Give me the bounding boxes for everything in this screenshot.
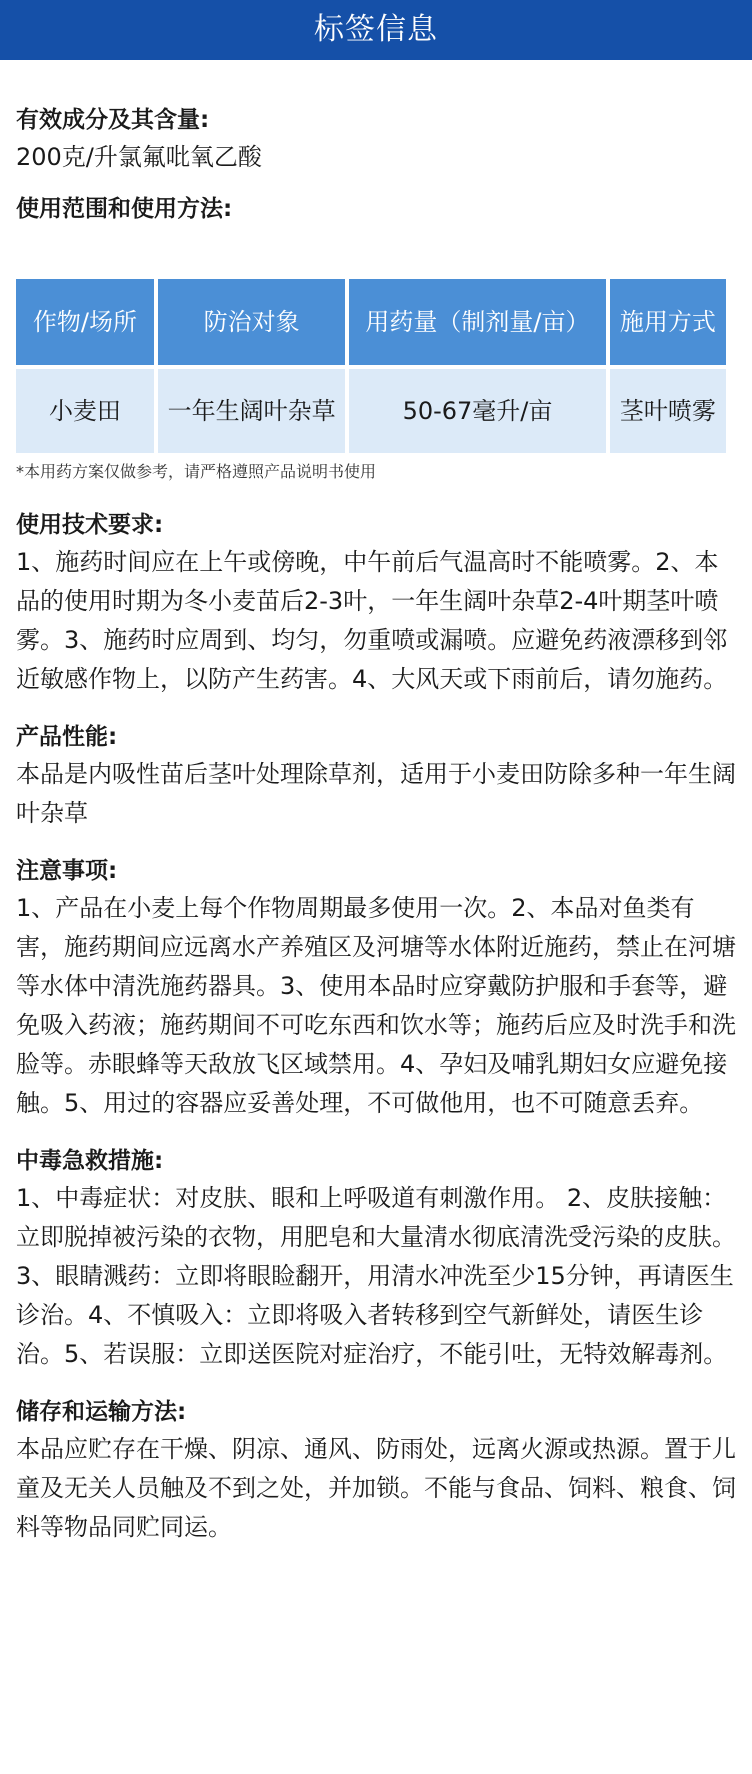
- table-cell-target: 一年生阔叶杂草: [158, 369, 345, 453]
- ingredient-title: 有效成分及其含量:: [16, 107, 210, 133]
- performance-section: [16, 719, 738, 833]
- first-aid-title: 中毒急救措施:: [16, 1148, 164, 1174]
- label-content: [0, 102, 752, 1547]
- table-cell-dose: 50-67毫升/亩: [349, 369, 605, 453]
- table-cell-crop: 小麦田: [16, 369, 154, 453]
- tech-requirements-text: 1、施药时间应在上午或傍晚，中午前后气温高时不能喷雾。2、本品的使用时期为冬小麦苗后2-3叶，一年生阔叶杂草2-4叶期茎叶喷雾。3、施药时应周到、均匀，勿重喷或漏喷。应避免药液漂移到邻近敏感作物上，以防产生药害。4、大风天或下雨前后，请勿施药。: [16, 548, 728, 693]
- usage-scope-section: [16, 191, 738, 227]
- table-note: *本用药方案仅做参考，请严格遵照产品说明书使用: [16, 462, 377, 481]
- storage-text: 本品应贮存在干燥、阴凉、通风、防雨处，远离火源或热源。置于儿童及无关人员触及不到之处，并加锁。不能与食品、饲料、粮食、饲料等物品同贮同运。: [16, 1435, 736, 1541]
- tech-requirements-section: [16, 507, 738, 699]
- precautions-title: 注意事项:: [16, 858, 118, 884]
- usage-table-header-row: [16, 279, 726, 365]
- performance-text: 本品是内吸性苗后茎叶处理除草剂，适用于小麦田防除多种一年生阔叶杂草: [16, 760, 736, 827]
- ingredient-section: [16, 102, 738, 177]
- precautions-section: [16, 853, 738, 1123]
- table-header-dose: 用药量（制剂量/亩）: [349, 279, 605, 365]
- table-header-method: 施用方式: [610, 279, 726, 365]
- usage-scope-title: 使用范围和使用方法:: [16, 196, 233, 222]
- page-title: 标签信息: [314, 12, 438, 47]
- storage-title: 储存和运输方法:: [16, 1399, 187, 1425]
- table-cell-method: 茎叶喷雾: [610, 369, 726, 453]
- table-header-target: 防治对象: [158, 279, 345, 365]
- tech-requirements-title: 使用技术要求:: [16, 512, 164, 538]
- first-aid-text: 1、中毒症状：对皮肤、眼和上呼吸道有刺激作用。 2、皮肤接触：立即脱掉被污染的衣物，用肥皂和大量清水彻底清洗受污染的皮肤。3、眼睛溅药：立即将眼睑翻开，用清水冲洗至少15分钟，再请医生诊治。4、不慎吸入：立即将吸入者转移到空气新鲜处，请医生诊治。5、若误服：立即送医院对症治疗，不能引吐，无特效解毒剂。: [16, 1184, 736, 1368]
- usage-table: [12, 275, 730, 457]
- first-aid-section: [16, 1143, 738, 1374]
- table-header-crop: 作物/场所: [16, 279, 154, 365]
- performance-title: 产品性能:: [16, 724, 118, 750]
- storage-section: [16, 1394, 738, 1547]
- precautions-text: 1、产品在小麦上每个作物周期最多使用一次。2、本品对鱼类有害，施药期间应远离水产养殖区及河塘等水体附近施药，禁止在河塘等水体中清洗施药器具。3、使用本品时应穿戴防护服和手套等，避免吸入药液；施药期间不可吃东西和饮水等；施药后应及时洗手和洗脸等。赤眼蜂等天敌放飞区域禁用。4、孕妇及哺乳期妇女应避免接触。5、用过的容器应妥善处理，不可做他用，也不可随意丢弃。: [16, 894, 736, 1117]
- table-row: [16, 369, 726, 453]
- ingredient-text: 200克/升氯氟吡氧乙酸: [16, 143, 262, 171]
- page-header: [0, 0, 752, 60]
